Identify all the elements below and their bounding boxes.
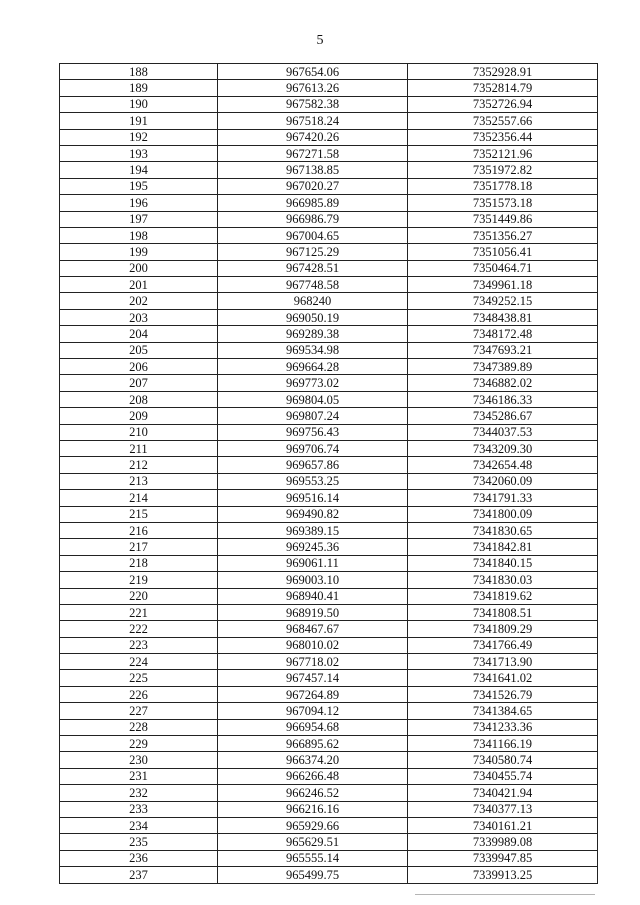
y-coordinate-cell: 7347389.89 (408, 359, 598, 375)
point-number-cell: 193 (60, 145, 218, 161)
point-number-cell: 218 (60, 555, 218, 571)
y-coordinate-cell: 7350464.71 (408, 260, 598, 276)
x-coordinate-cell: 967654.06 (218, 64, 408, 80)
x-coordinate-cell: 966374.20 (218, 752, 408, 768)
x-coordinate-cell: 969773.02 (218, 375, 408, 391)
point-number-cell: 195 (60, 178, 218, 194)
table-row (60, 145, 598, 161)
table-row (60, 244, 598, 260)
table-row (60, 457, 598, 473)
y-coordinate-cell: 7339913.25 (408, 867, 598, 883)
table-row (60, 359, 598, 375)
y-coordinate-cell: 7341808.51 (408, 604, 598, 620)
x-coordinate-cell: 966954.68 (218, 719, 408, 735)
y-coordinate-cell: 7345286.67 (408, 408, 598, 424)
x-coordinate-cell: 966246.52 (218, 785, 408, 801)
table-row (60, 80, 598, 96)
x-coordinate-cell: 969490.82 (218, 506, 408, 522)
y-coordinate-cell: 7341713.90 (408, 654, 598, 670)
coordinates-table-body (60, 64, 598, 884)
y-coordinate-cell: 7341830.03 (408, 572, 598, 588)
x-coordinate-cell: 967420.26 (218, 129, 408, 145)
x-coordinate-cell: 966216.16 (218, 801, 408, 817)
y-coordinate-cell: 7341809.29 (408, 621, 598, 637)
table-row (60, 293, 598, 309)
x-coordinate-cell: 967428.51 (218, 260, 408, 276)
table-row (60, 473, 598, 489)
x-coordinate-cell: 967094.12 (218, 703, 408, 719)
point-number-cell: 217 (60, 539, 218, 555)
x-coordinate-cell: 967020.27 (218, 178, 408, 194)
y-coordinate-cell: 7340421.94 (408, 785, 598, 801)
y-coordinate-cell: 7341800.09 (408, 506, 598, 522)
y-coordinate-cell: 7349252.15 (408, 293, 598, 309)
point-number-cell: 201 (60, 277, 218, 293)
point-number-cell: 202 (60, 293, 218, 309)
y-coordinate-cell: 7352726.94 (408, 96, 598, 112)
table-row (60, 277, 598, 293)
y-coordinate-cell: 7341840.15 (408, 555, 598, 571)
table-row (60, 490, 598, 506)
y-coordinate-cell: 7341384.65 (408, 703, 598, 719)
table-row (60, 752, 598, 768)
y-coordinate-cell: 7339989.08 (408, 834, 598, 850)
table-row (60, 195, 598, 211)
y-coordinate-cell: 7346882.02 (408, 375, 598, 391)
table-row (60, 326, 598, 342)
y-coordinate-cell: 7352557.66 (408, 113, 598, 129)
point-number-cell: 190 (60, 96, 218, 112)
point-number-cell: 225 (60, 670, 218, 686)
y-coordinate-cell: 7348172.48 (408, 326, 598, 342)
y-coordinate-cell: 7341791.33 (408, 490, 598, 506)
x-coordinate-cell: 968240 (218, 293, 408, 309)
x-coordinate-cell: 967004.65 (218, 227, 408, 243)
table-row (60, 604, 598, 620)
table-row (60, 424, 598, 440)
point-number-cell: 214 (60, 490, 218, 506)
point-number-cell: 230 (60, 752, 218, 768)
point-number-cell: 206 (60, 359, 218, 375)
table-row (60, 867, 598, 883)
point-number-cell: 232 (60, 785, 218, 801)
point-number-cell: 192 (60, 129, 218, 145)
y-coordinate-cell: 7341766.49 (408, 637, 598, 653)
y-coordinate-cell: 7351356.27 (408, 227, 598, 243)
x-coordinate-cell: 969756.43 (218, 424, 408, 440)
point-number-cell: 188 (60, 64, 218, 80)
point-number-cell: 215 (60, 506, 218, 522)
point-number-cell: 210 (60, 424, 218, 440)
x-coordinate-cell: 968010.02 (218, 637, 408, 653)
table-row (60, 768, 598, 784)
point-number-cell: 231 (60, 768, 218, 784)
point-number-cell: 198 (60, 227, 218, 243)
table-row (60, 686, 598, 702)
table-row (60, 227, 598, 243)
table-row (60, 96, 598, 112)
table-row (60, 506, 598, 522)
point-number-cell: 197 (60, 211, 218, 227)
y-coordinate-cell: 7351056.41 (408, 244, 598, 260)
table-row (60, 670, 598, 686)
y-coordinate-cell: 7341166.19 (408, 736, 598, 752)
y-coordinate-cell: 7347693.21 (408, 342, 598, 358)
table-row (60, 654, 598, 670)
table-row (60, 342, 598, 358)
x-coordinate-cell: 969389.15 (218, 522, 408, 538)
table-row (60, 736, 598, 752)
x-coordinate-cell: 967271.58 (218, 145, 408, 161)
point-number-cell: 224 (60, 654, 218, 670)
x-coordinate-cell: 969657.86 (218, 457, 408, 473)
x-coordinate-cell: 969553.25 (218, 473, 408, 489)
table-row (60, 260, 598, 276)
table-row (60, 64, 598, 80)
point-number-cell: 213 (60, 473, 218, 489)
y-coordinate-cell: 7351972.82 (408, 162, 598, 178)
x-coordinate-cell: 969516.14 (218, 490, 408, 506)
y-coordinate-cell: 7341233.36 (408, 719, 598, 735)
x-coordinate-cell: 965629.51 (218, 834, 408, 850)
point-number-cell: 226 (60, 686, 218, 702)
x-coordinate-cell: 969061.11 (218, 555, 408, 571)
table-row (60, 850, 598, 866)
table-row (60, 785, 598, 801)
x-coordinate-cell: 968467.67 (218, 621, 408, 637)
x-coordinate-cell: 969664.28 (218, 359, 408, 375)
y-coordinate-cell: 7349961.18 (408, 277, 598, 293)
y-coordinate-cell: 7342060.09 (408, 473, 598, 489)
point-number-cell: 212 (60, 457, 218, 473)
y-coordinate-cell: 7344037.53 (408, 424, 598, 440)
table-row (60, 211, 598, 227)
table-row (60, 408, 598, 424)
table-row (60, 588, 598, 604)
table-row (60, 391, 598, 407)
point-number-cell: 209 (60, 408, 218, 424)
x-coordinate-cell: 968919.50 (218, 604, 408, 620)
y-coordinate-cell: 7352814.79 (408, 80, 598, 96)
table-row (60, 162, 598, 178)
y-coordinate-cell: 7351449.86 (408, 211, 598, 227)
x-coordinate-cell: 967125.29 (218, 244, 408, 260)
y-coordinate-cell: 7341819.62 (408, 588, 598, 604)
table-row (60, 539, 598, 555)
point-number-cell: 205 (60, 342, 218, 358)
y-coordinate-cell: 7346186.33 (408, 391, 598, 407)
y-coordinate-cell: 7351778.18 (408, 178, 598, 194)
table-row (60, 621, 598, 637)
page-number: 5 (316, 33, 324, 48)
x-coordinate-cell: 966895.62 (218, 736, 408, 752)
point-number-cell: 228 (60, 719, 218, 735)
y-coordinate-cell: 7340377.13 (408, 801, 598, 817)
x-coordinate-cell: 965929.66 (218, 817, 408, 833)
table-row (60, 801, 598, 817)
x-coordinate-cell: 967264.89 (218, 686, 408, 702)
point-number-cell: 194 (60, 162, 218, 178)
point-number-cell: 235 (60, 834, 218, 850)
x-coordinate-cell: 965499.75 (218, 867, 408, 883)
point-number-cell: 236 (60, 850, 218, 866)
point-number-cell: 189 (60, 80, 218, 96)
point-number-cell: 222 (60, 621, 218, 637)
table-row (60, 178, 598, 194)
table-row (60, 834, 598, 850)
x-coordinate-cell: 966986.79 (218, 211, 408, 227)
x-coordinate-cell: 967518.24 (218, 113, 408, 129)
y-coordinate-cell: 7340455.74 (408, 768, 598, 784)
table-row (60, 440, 598, 456)
y-coordinate-cell: 7342654.48 (408, 457, 598, 473)
table-row (60, 309, 598, 325)
x-coordinate-cell: 967582.38 (218, 96, 408, 112)
point-number-cell: 216 (60, 522, 218, 538)
y-coordinate-cell: 7341526.79 (408, 686, 598, 702)
x-coordinate-cell: 969050.19 (218, 309, 408, 325)
point-number-cell: 211 (60, 440, 218, 456)
y-coordinate-cell: 7341842.81 (408, 539, 598, 555)
y-coordinate-cell: 7339947.85 (408, 850, 598, 866)
table-row (60, 555, 598, 571)
point-number-cell: 221 (60, 604, 218, 620)
point-number-cell: 219 (60, 572, 218, 588)
y-coordinate-cell: 7341641.02 (408, 670, 598, 686)
x-coordinate-cell: 969003.10 (218, 572, 408, 588)
coordinates-table (59, 63, 598, 884)
point-number-cell: 229 (60, 736, 218, 752)
x-coordinate-cell: 969245.36 (218, 539, 408, 555)
point-number-cell: 208 (60, 391, 218, 407)
point-number-cell: 237 (60, 867, 218, 883)
point-number-cell: 191 (60, 113, 218, 129)
x-coordinate-cell: 965555.14 (218, 850, 408, 866)
table-row (60, 637, 598, 653)
point-number-cell: 203 (60, 309, 218, 325)
x-coordinate-cell: 969534.98 (218, 342, 408, 358)
point-number-cell: 196 (60, 195, 218, 211)
x-coordinate-cell: 967748.58 (218, 277, 408, 293)
table-row (60, 572, 598, 588)
point-number-cell: 234 (60, 817, 218, 833)
footer-divider (415, 894, 595, 895)
table-row (60, 375, 598, 391)
y-coordinate-cell: 7352356.44 (408, 129, 598, 145)
table-row (60, 522, 598, 538)
x-coordinate-cell: 969289.38 (218, 326, 408, 342)
table-row (60, 113, 598, 129)
y-coordinate-cell: 7340580.74 (408, 752, 598, 768)
point-number-cell: 220 (60, 588, 218, 604)
table-row (60, 719, 598, 735)
x-coordinate-cell: 967457.14 (218, 670, 408, 686)
x-coordinate-cell: 966985.89 (218, 195, 408, 211)
y-coordinate-cell: 7341830.65 (408, 522, 598, 538)
x-coordinate-cell: 969706.74 (218, 440, 408, 456)
x-coordinate-cell: 967138.85 (218, 162, 408, 178)
point-number-cell: 200 (60, 260, 218, 276)
point-number-cell: 204 (60, 326, 218, 342)
point-number-cell: 227 (60, 703, 218, 719)
x-coordinate-cell: 967613.26 (218, 80, 408, 96)
y-coordinate-cell: 7352928.91 (408, 64, 598, 80)
x-coordinate-cell: 969807.24 (218, 408, 408, 424)
table-row (60, 817, 598, 833)
x-coordinate-cell: 968940.41 (218, 588, 408, 604)
y-coordinate-cell: 7348438.81 (408, 309, 598, 325)
y-coordinate-cell: 7343209.30 (408, 440, 598, 456)
point-number-cell: 207 (60, 375, 218, 391)
x-coordinate-cell: 969804.05 (218, 391, 408, 407)
point-number-cell: 233 (60, 801, 218, 817)
y-coordinate-cell: 7351573.18 (408, 195, 598, 211)
point-number-cell: 223 (60, 637, 218, 653)
y-coordinate-cell: 7352121.96 (408, 145, 598, 161)
table-row (60, 703, 598, 719)
x-coordinate-cell: 967718.02 (218, 654, 408, 670)
table-row (60, 129, 598, 145)
x-coordinate-cell: 966266.48 (218, 768, 408, 784)
point-number-cell: 199 (60, 244, 218, 260)
y-coordinate-cell: 7340161.21 (408, 817, 598, 833)
